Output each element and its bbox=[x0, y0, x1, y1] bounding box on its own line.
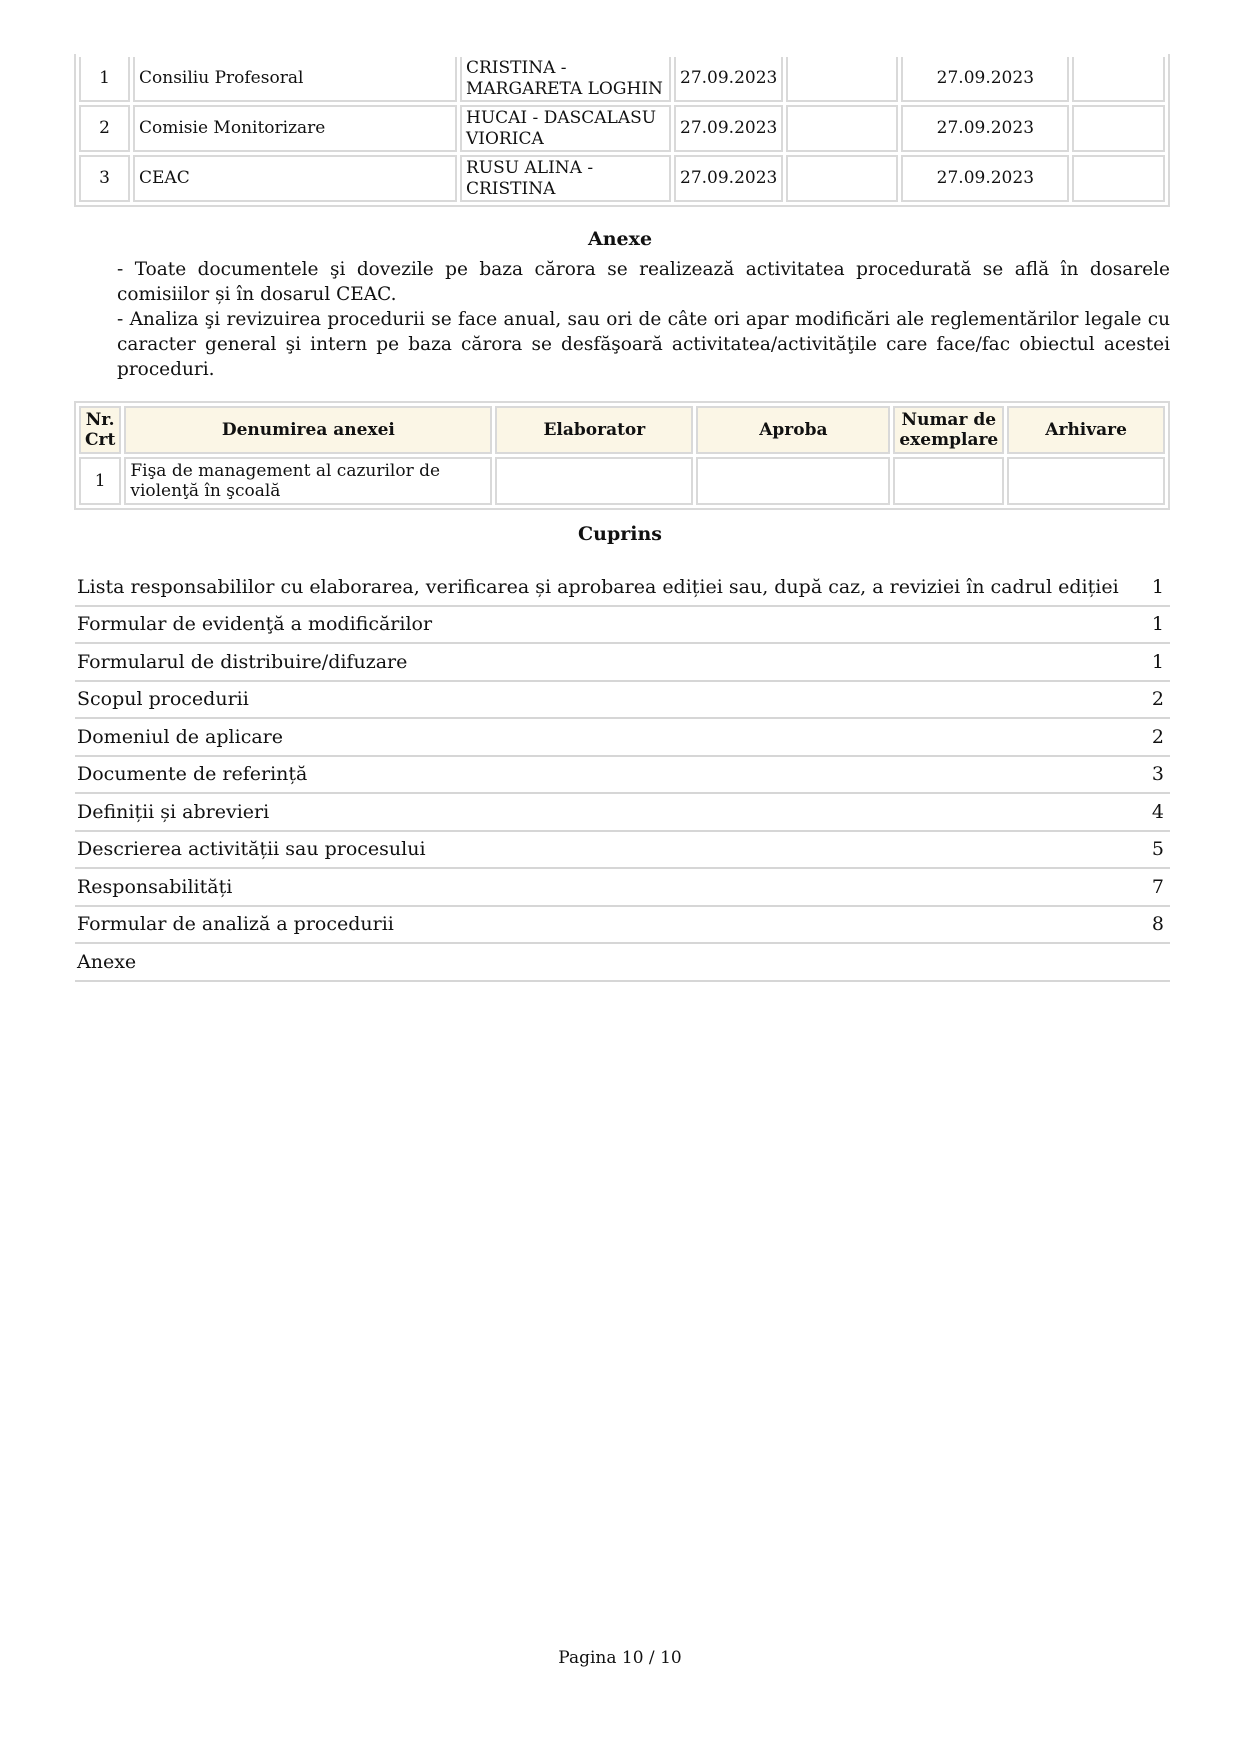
toc-item[interactable] bbox=[75, 607, 1170, 645]
toc-item-page: 1 bbox=[1151, 613, 1164, 636]
compartiment-cell: CEAC bbox=[133, 155, 457, 202]
header-aproba: Aproba bbox=[696, 406, 890, 454]
toc-item[interactable] bbox=[75, 869, 1170, 907]
name-cell: RUSU ALINA - CRISTINA bbox=[460, 155, 671, 202]
name-cell: CRISTINA - MARGARETA LOGHIN bbox=[460, 57, 671, 102]
numar-cell bbox=[893, 457, 1004, 505]
table-row bbox=[79, 457, 1165, 505]
toc-item-label: Domeniul de aplicare bbox=[77, 725, 283, 748]
signature-cell bbox=[786, 105, 898, 152]
entry-date-cell: 27.09.2023 bbox=[901, 155, 1069, 202]
withdrawal-date-cell bbox=[1072, 57, 1165, 102]
toc-item-page: 4 bbox=[1151, 800, 1164, 823]
entry-date-cell: 27.09.2023 bbox=[901, 57, 1069, 102]
toc-item-label: Anexe bbox=[77, 950, 137, 973]
table-row bbox=[79, 57, 1165, 102]
signature-cell bbox=[786, 57, 898, 102]
name-cell: HUCAI - DASCALASU VIORICA bbox=[460, 105, 671, 152]
header-numar: Numar de exemplare bbox=[893, 406, 1004, 454]
compartiment-cell: Consiliu Profesoral bbox=[133, 57, 457, 102]
toc-item[interactable] bbox=[75, 832, 1170, 870]
table-of-contents bbox=[75, 569, 1170, 982]
received-date-cell: 27.09.2023 bbox=[674, 57, 783, 102]
annex-table bbox=[74, 401, 1170, 510]
toc-item[interactable] bbox=[75, 682, 1170, 720]
toc-item-label: Lista responsabililor cu elaborarea, verificarea și aprobarea ediției sau, după caz, a reviziei în cadrul ediției bbox=[77, 575, 1119, 598]
toc-item-label: Scopul procedurii bbox=[77, 688, 249, 711]
header-denumire: Denumirea anexei bbox=[124, 406, 492, 454]
toc-item[interactable] bbox=[75, 944, 1170, 982]
received-date-cell: 27.09.2023 bbox=[674, 105, 783, 152]
toc-item-label: Definiții și abrevieri bbox=[77, 800, 270, 823]
elaborator-cell bbox=[495, 457, 693, 505]
header-nr: Nr. Crt bbox=[79, 406, 121, 454]
distribution-table bbox=[74, 54, 1170, 207]
row-number: 1 bbox=[79, 457, 121, 505]
toc-item-label: Descrierea activității sau procesului bbox=[77, 838, 426, 861]
toc-item-page: 8 bbox=[1151, 913, 1164, 936]
toc-item-label: Formularul de distribuire/difuzare bbox=[77, 650, 408, 673]
table-row bbox=[79, 105, 1165, 152]
cuprins-heading: Cuprins bbox=[578, 523, 662, 545]
signature-cell bbox=[786, 155, 898, 202]
row-number: 2 bbox=[79, 105, 130, 152]
anexe-paragraph: - Toate documentele şi dovezile pe baza cărora se realizează activitatea procedurată se află în dosarele comisiilor și în dosarul CEAC. bbox=[117, 259, 1170, 305]
toc-item[interactable] bbox=[75, 569, 1170, 607]
toc-item-label: Formular de evidenţă a modificărilor bbox=[77, 613, 433, 636]
toc-item-label: Documente de referință bbox=[77, 763, 308, 786]
row-number: 3 bbox=[79, 155, 130, 202]
toc-item[interactable] bbox=[75, 757, 1170, 795]
table-row bbox=[79, 155, 1165, 202]
annex-name-cell: Fişa de management al cazurilor de violenţă în şcoală bbox=[124, 457, 492, 505]
anexe-body bbox=[117, 257, 1170, 382]
toc-item-page: 7 bbox=[1151, 875, 1164, 898]
toc-item[interactable] bbox=[75, 644, 1170, 682]
compartiment-cell: Comisie Monitorizare bbox=[133, 105, 457, 152]
page-number-footer: Pagina 10 / 10 bbox=[558, 1648, 682, 1668]
toc-item[interactable] bbox=[75, 719, 1170, 757]
header-elaborator: Elaborator bbox=[495, 406, 693, 454]
toc-item-page: 1 bbox=[1151, 575, 1164, 598]
toc-item-page: 2 bbox=[1151, 688, 1164, 711]
toc-item-label: Formular de analiză a procedurii bbox=[77, 913, 394, 936]
anexe-heading: Anexe bbox=[587, 228, 653, 250]
header-arhivare: Arhivare bbox=[1007, 406, 1165, 454]
withdrawal-date-cell bbox=[1072, 155, 1165, 202]
toc-item-page: 2 bbox=[1151, 725, 1164, 748]
arhivare-cell bbox=[1007, 457, 1165, 505]
toc-item-page: 1 bbox=[1151, 650, 1164, 673]
entry-date-cell: 27.09.2023 bbox=[901, 105, 1069, 152]
row-number: 1 bbox=[79, 57, 130, 102]
withdrawal-date-cell bbox=[1072, 105, 1165, 152]
anexe-paragraph: - Analiza şi revizuirea procedurii se face anual, sau ori de câte ori apar modificări ale reglementărilor legale cu caracter general şi intern pe baza cărora se desfăşoară activitatea/activităţile care face/fac obiectul acestei proceduri. bbox=[117, 309, 1170, 380]
toc-item-page: 3 bbox=[1151, 763, 1164, 786]
toc-item[interactable] bbox=[75, 907, 1170, 945]
received-date-cell: 27.09.2023 bbox=[674, 155, 783, 202]
toc-item[interactable] bbox=[75, 794, 1170, 832]
toc-item-label: Responsabilități bbox=[77, 875, 233, 898]
table-header-row bbox=[79, 406, 1165, 454]
aproba-cell bbox=[696, 457, 890, 505]
toc-item-page: 5 bbox=[1151, 838, 1164, 861]
